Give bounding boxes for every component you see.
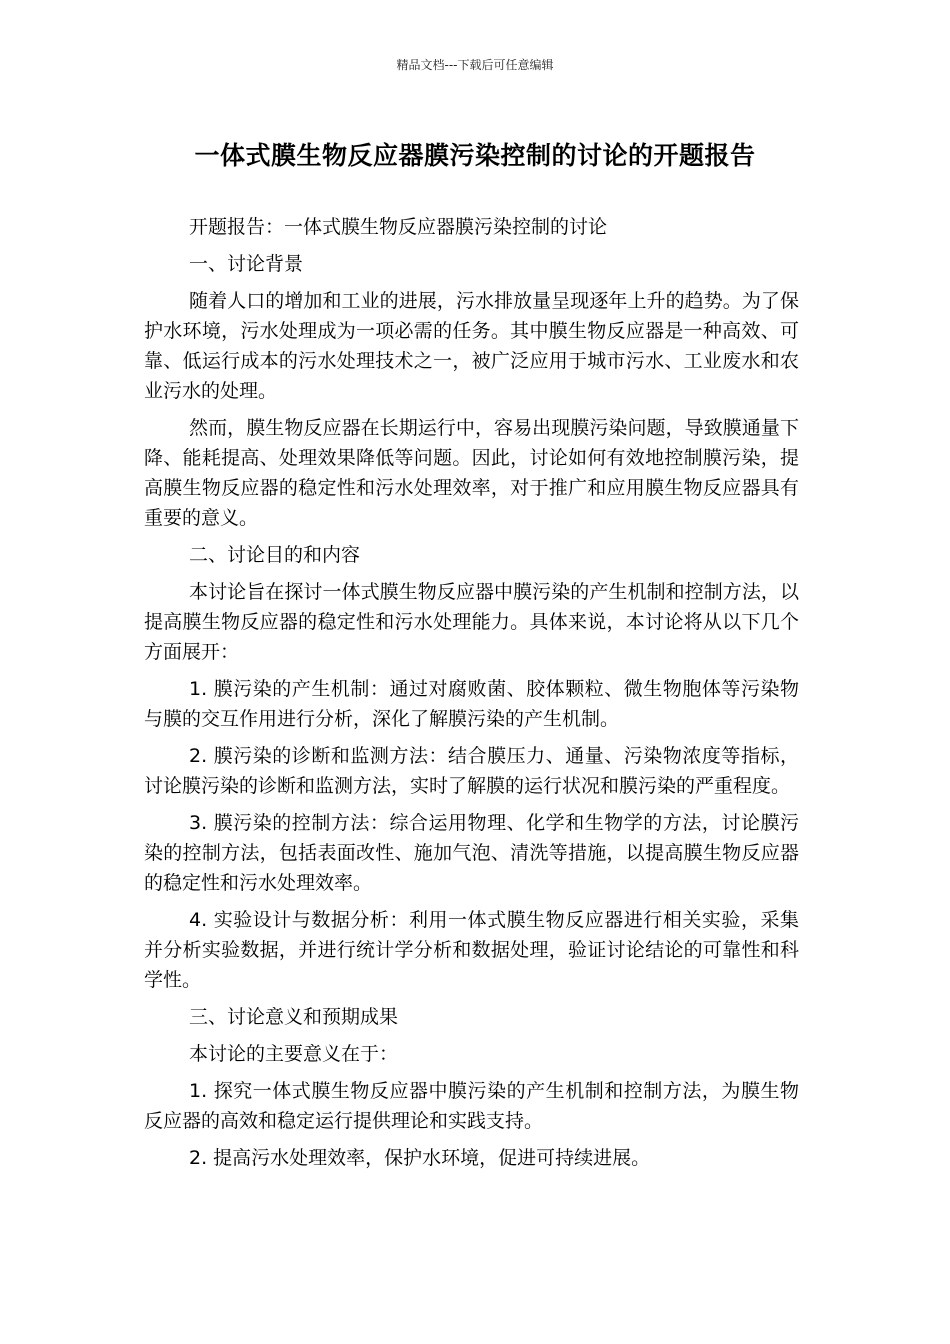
page-header: 精品文档---下载后可任意编辑 [396,58,554,72]
content-item-3: 3. 膜污染的控制方法：综合运用物理、化学和生物学的方法，讨论膜污染的控制方法，包括表面改性、施加气泡、清洗等措施，以提高膜生物反应器的稳定性和污水处理效率。 [144,812,799,894]
section-heading-significance: 三、讨论意义和预期成果 [189,1006,399,1028]
background-paragraph-1: 随着人口的增加和工业的进展，污水排放量呈现逐年上升的趋势。为了保护水环境，污水处理成为一项必需的任务。其中膜生物反应器是一种高效、可靠、低运行成本的污水处理技术之一，被广泛应用于城市污水、工业废水和农业污水的处理。 [144,290,799,402]
section-heading-background: 一、讨论背景 [189,253,304,275]
document-body [144,212,799,1180]
content-item-1: 1. 膜污染的产生机制：通过对腐败菌、胶体颗粒、微生物胞体等污染物与膜的交互作用进行分析，深化了解膜污染的产生机制。 [144,678,799,730]
content-item-2: 2. 膜污染的诊断和监测方法：结合膜压力、通量、污染物浓度等指标，讨论膜污染的诊断和监测方法，实时了解膜的运行状况和膜污染的严重程度。 [144,745,799,797]
background-paragraph-2: 然而，膜生物反应器在长期运行中，容易出现膜污染问题，导致膜通量下降、能耗提高、处理效果降低等问题。因此，讨论如何有效地控制膜污染，提高膜生物反应器的稳定性和污水处理效率，对于推广和应用膜生物反应器具有重要的意义。 [144,417,799,529]
significance-item-2: 2. 提高污水处理效率，保护水环境，促进可持续进展。 [189,1147,651,1169]
significance-item-1: 1. 探究一体式膜生物反应器中膜污染的产生机制和控制方法，为膜生物反应器的高效和稳定运行提供理论和实践支持。 [144,1080,799,1132]
significance-intro: 本讨论的主要意义在于： [189,1043,399,1065]
content-item-4: 4. 实验设计与数据分析：利用一体式膜生物反应器进行相关实验，采集并分析实验数据，并进行统计学分析和数据处理，验证讨论结论的可靠性和科学性。 [144,909,799,991]
document-title: 一体式膜生物反应器膜污染控制的讨论的开题报告 [194,141,756,170]
report-heading-line: 开题报告：一体式膜生物反应器膜污染控制的讨论 [189,216,608,238]
purpose-intro-paragraph: 本讨论旨在探讨一体式膜生物反应器中膜污染的产生机制和控制方法，以提高膜生物反应器的稳定性和污水处理能力。具体来说，本讨论将从以下几个方面展开： [144,581,799,663]
section-heading-purpose: 二、讨论目的和内容 [189,544,361,566]
